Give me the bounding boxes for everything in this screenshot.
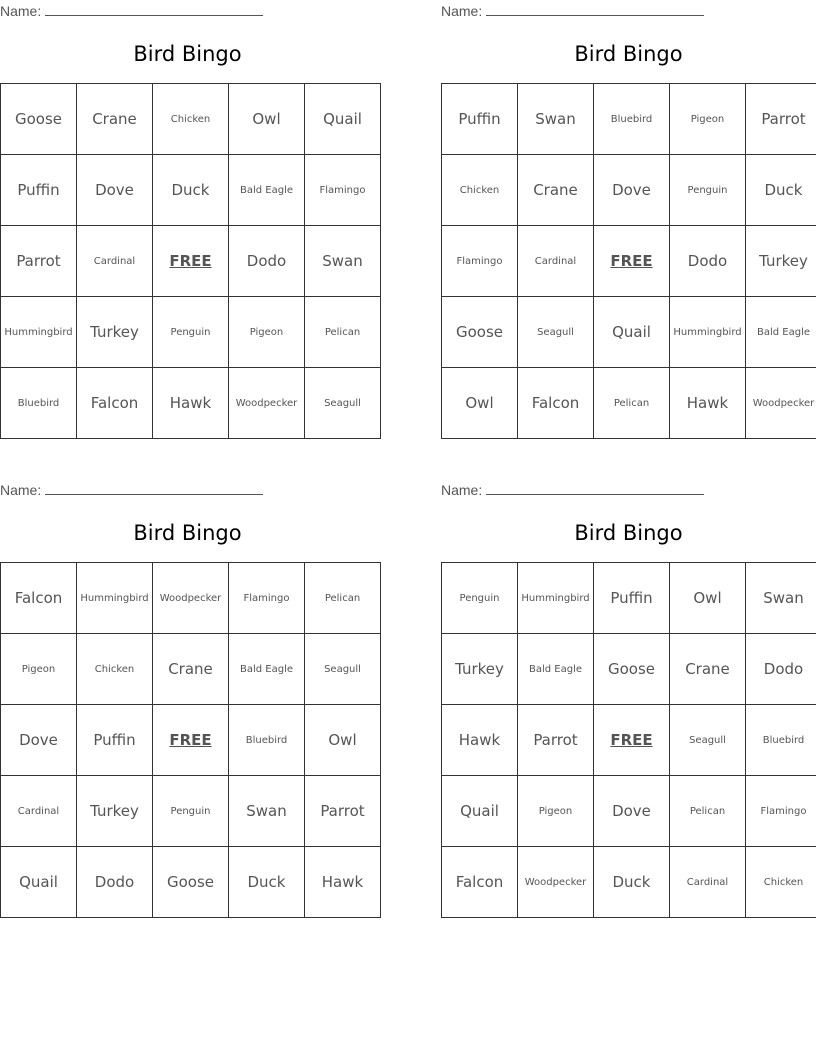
grid-cell: Woodpecker bbox=[518, 847, 594, 918]
grid-cell: Falcon bbox=[77, 368, 153, 439]
grid-cell: Seagull bbox=[518, 297, 594, 368]
grid-cell: Pelican bbox=[305, 297, 381, 368]
grid-cell: Penguin bbox=[670, 155, 746, 226]
name-label: Name: bbox=[0, 3, 42, 19]
grid-cell: Hummingbird bbox=[670, 297, 746, 368]
grid-cell: Pelican bbox=[305, 563, 381, 634]
grid-cell: Dodo bbox=[77, 847, 153, 918]
grid-cell: Bluebird bbox=[229, 705, 305, 776]
card-title: Bird Bingo bbox=[574, 521, 683, 545]
grid-cell: Bluebird bbox=[1, 368, 77, 439]
grid-cell: Penguin bbox=[153, 776, 229, 847]
grid-cell: Bluebird bbox=[746, 705, 816, 776]
grid-cell: Pigeon bbox=[518, 776, 594, 847]
grid-cell: Dove bbox=[594, 155, 670, 226]
grid-cell: Hawk bbox=[153, 368, 229, 439]
grid-cell: Dodo bbox=[229, 226, 305, 297]
bingo-card bbox=[441, 0, 816, 440]
grid-cell: Swan bbox=[305, 226, 381, 297]
grid-cell: Woodpecker bbox=[746, 368, 816, 439]
grid-cell: Pelican bbox=[670, 776, 746, 847]
grid-cell: Owl bbox=[305, 705, 381, 776]
grid-cell: Duck bbox=[746, 155, 816, 226]
grid-cell: Puffin bbox=[442, 84, 518, 155]
grid-cell: Crane bbox=[77, 84, 153, 155]
bingo-card bbox=[441, 479, 816, 919]
grid-row bbox=[442, 155, 816, 226]
grid-row bbox=[442, 84, 816, 155]
grid-cell: Chicken bbox=[153, 84, 229, 155]
grid-row bbox=[1, 368, 381, 439]
grid-cell: Quail bbox=[594, 297, 670, 368]
grid-cell: Flamingo bbox=[305, 155, 381, 226]
name-field bbox=[0, 3, 263, 19]
name-field bbox=[441, 482, 704, 498]
name-label: Name: bbox=[441, 3, 483, 19]
grid-row bbox=[1, 847, 381, 918]
grid-cell: Quail bbox=[1, 847, 77, 918]
grid-cell: Pigeon bbox=[1, 634, 77, 705]
grid-row bbox=[1, 705, 381, 776]
grid-cell: Seagull bbox=[670, 705, 746, 776]
grid-row bbox=[442, 705, 816, 776]
free-space-cell: FREE bbox=[153, 705, 229, 776]
grid-row bbox=[442, 297, 816, 368]
card-title: Bird Bingo bbox=[574, 42, 683, 66]
grid-cell: Chicken bbox=[442, 155, 518, 226]
grid-row bbox=[442, 226, 816, 297]
grid-cell: Cardinal bbox=[670, 847, 746, 918]
name-field bbox=[441, 3, 704, 19]
grid-cell: Parrot bbox=[518, 705, 594, 776]
name-label: Name: bbox=[0, 482, 42, 498]
bingo-grid bbox=[0, 562, 381, 918]
grid-row bbox=[442, 634, 816, 705]
name-blank-line bbox=[45, 3, 263, 16]
bingo-grid bbox=[0, 83, 381, 439]
grid-cell: Pigeon bbox=[670, 84, 746, 155]
grid-cell: Pigeon bbox=[229, 297, 305, 368]
grid-cell: Penguin bbox=[153, 297, 229, 368]
grid-cell: Penguin bbox=[442, 563, 518, 634]
grid-cell: Woodpecker bbox=[229, 368, 305, 439]
grid-cell: Duck bbox=[153, 155, 229, 226]
grid-cell: Flamingo bbox=[229, 563, 305, 634]
free-space-cell: FREE bbox=[153, 226, 229, 297]
grid-cell: Hummingbird bbox=[518, 563, 594, 634]
grid-cell: Quail bbox=[442, 776, 518, 847]
bingo-grid bbox=[441, 562, 816, 918]
grid-cell: Crane bbox=[153, 634, 229, 705]
grid-cell: Cardinal bbox=[1, 776, 77, 847]
grid-cell: Duck bbox=[229, 847, 305, 918]
grid-cell: Quail bbox=[305, 84, 381, 155]
grid-cell: Goose bbox=[442, 297, 518, 368]
grid-cell: Turkey bbox=[77, 776, 153, 847]
grid-cell: Dodo bbox=[670, 226, 746, 297]
grid-cell: Falcon bbox=[518, 368, 594, 439]
grid-cell: Hawk bbox=[305, 847, 381, 918]
grid-row bbox=[442, 847, 816, 918]
grid-cell: Chicken bbox=[77, 634, 153, 705]
grid-cell: Swan bbox=[746, 563, 816, 634]
grid-cell: Seagull bbox=[305, 368, 381, 439]
grid-cell: Turkey bbox=[746, 226, 816, 297]
grid-cell: Seagull bbox=[305, 634, 381, 705]
grid-cell: Bald Eagle bbox=[746, 297, 816, 368]
grid-cell: Flamingo bbox=[442, 226, 518, 297]
grid-cell: Crane bbox=[670, 634, 746, 705]
grid-cell: Dove bbox=[594, 776, 670, 847]
grid-cell: Duck bbox=[594, 847, 670, 918]
grid-row bbox=[1, 155, 381, 226]
grid-cell: Parrot bbox=[1, 226, 77, 297]
grid-cell: Pelican bbox=[594, 368, 670, 439]
name-blank-line bbox=[486, 3, 704, 16]
grid-cell: Flamingo bbox=[746, 776, 816, 847]
grid-cell: Cardinal bbox=[518, 226, 594, 297]
bingo-grid bbox=[441, 83, 816, 439]
grid-cell: Owl bbox=[442, 368, 518, 439]
grid-cell: Chicken bbox=[746, 847, 816, 918]
card-title: Bird Bingo bbox=[133, 521, 242, 545]
grid-cell: Goose bbox=[1, 84, 77, 155]
grid-cell: Hawk bbox=[670, 368, 746, 439]
grid-cell: Bluebird bbox=[594, 84, 670, 155]
grid-cell: Woodpecker bbox=[153, 563, 229, 634]
grid-cell: Turkey bbox=[77, 297, 153, 368]
grid-cell: Puffin bbox=[594, 563, 670, 634]
grid-cell: Owl bbox=[670, 563, 746, 634]
grid-cell: Bald Eagle bbox=[229, 155, 305, 226]
grid-cell: Turkey bbox=[442, 634, 518, 705]
name-label: Name: bbox=[441, 482, 483, 498]
grid-cell: Hummingbird bbox=[1, 297, 77, 368]
grid-cell: Crane bbox=[518, 155, 594, 226]
bingo-card bbox=[0, 479, 376, 919]
grid-cell: Bald Eagle bbox=[229, 634, 305, 705]
grid-cell: Parrot bbox=[746, 84, 816, 155]
grid-cell: Parrot bbox=[305, 776, 381, 847]
grid-cell: Goose bbox=[153, 847, 229, 918]
grid-cell: Falcon bbox=[1, 563, 77, 634]
grid-cell: Swan bbox=[518, 84, 594, 155]
grid-row bbox=[442, 368, 816, 439]
grid-cell: Goose bbox=[594, 634, 670, 705]
grid-row bbox=[442, 563, 816, 634]
grid-row bbox=[1, 84, 381, 155]
grid-cell: Hummingbird bbox=[77, 563, 153, 634]
grid-cell: Swan bbox=[229, 776, 305, 847]
grid-cell: Puffin bbox=[1, 155, 77, 226]
grid-row bbox=[1, 634, 381, 705]
grid-cell: Dove bbox=[1, 705, 77, 776]
grid-cell: Owl bbox=[229, 84, 305, 155]
grid-row bbox=[1, 776, 381, 847]
grid-row bbox=[1, 226, 381, 297]
name-blank-line bbox=[45, 482, 263, 495]
name-field bbox=[0, 482, 263, 498]
free-space-cell: FREE bbox=[594, 705, 670, 776]
grid-cell: Hawk bbox=[442, 705, 518, 776]
grid-row bbox=[442, 776, 816, 847]
bingo-card bbox=[0, 0, 376, 440]
grid-row bbox=[1, 297, 381, 368]
grid-cell: Falcon bbox=[442, 847, 518, 918]
grid-row bbox=[1, 563, 381, 634]
name-blank-line bbox=[486, 482, 704, 495]
card-title: Bird Bingo bbox=[133, 42, 242, 66]
grid-cell: Bald Eagle bbox=[518, 634, 594, 705]
grid-cell: Dove bbox=[77, 155, 153, 226]
grid-cell: Puffin bbox=[77, 705, 153, 776]
grid-cell: Cardinal bbox=[77, 226, 153, 297]
free-space-cell: FREE bbox=[594, 226, 670, 297]
grid-cell: Dodo bbox=[746, 634, 816, 705]
